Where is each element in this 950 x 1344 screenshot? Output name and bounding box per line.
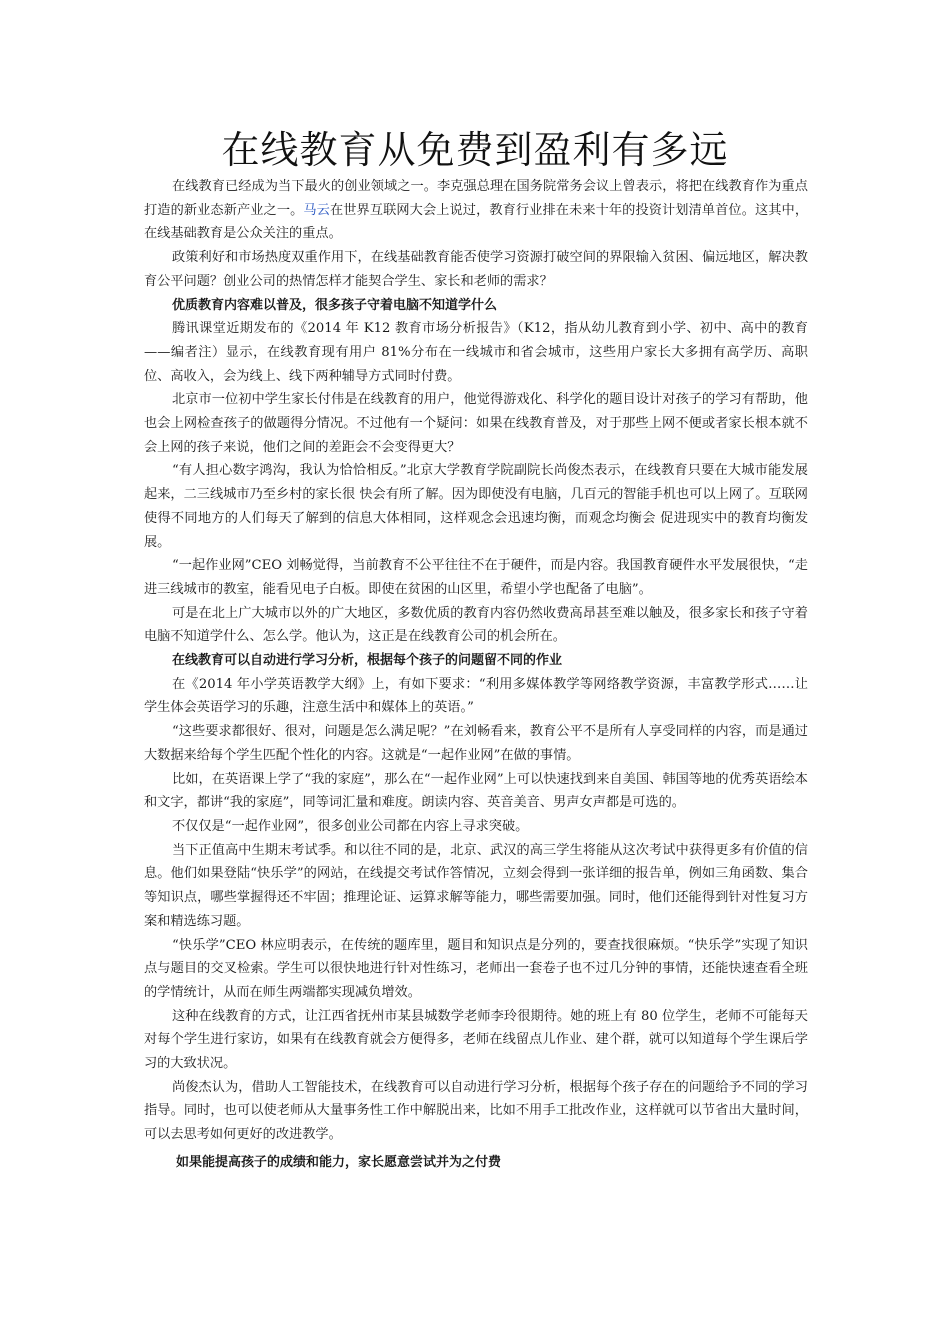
- paragraph: 尚俊杰认为，借助人工智能技术，在线教育可以自动进行学习分析，根据每个孩子存在的问题给予不同的学习指导。同时，也可以使老师从大量事务性工作中解脱出来，比如不用手工批改作业，这样就可以节省出大量时间，可以去思考如何更好的改进教学。: [144, 1079, 808, 1143]
- paragraph: 北京市一位初中学生家长付伟是在线教育的用户，他觉得游戏化、科学化的题目设计对孩子的学习有帮助，他也会上网检查孩子的做题得分情况。不过他有一个疑问：如果在线教育普及，对于那些上网不便或者家长根本就不会上网的孩子来说，他们之间的差距会不会变得更大？: [144, 392, 808, 455]
- section-heading-3: 如果能提高孩子的成绩和能力，家长愿意尝试并为之付费: [176, 1154, 502, 1170]
- paragraph: “有人担心数字鸿沟，我认为恰恰相反。”北京大学教育学院副院长尚俊杰表示，在线教育只要在大城市能发展起来，二三线城市乃至乡村的家长很 快会有所了解。因为即使没有电脑，几百元的智能手机也可以上网了。互联网使得不同地方的人们每天了解到的信息大体相同，这样观念会迅速均衡，而观念均衡会 促进现实中的教育均衡发展。: [144, 463, 808, 550]
- paragraph-intro: [144, 175, 808, 246]
- paragraph: 可是在北上广大城市以外的广大地区，多数优质的教育内容仍然收费高昂甚至难以触及，很多家长和孩子守着电脑不知道学什么、怎么学。他认为，这正是在线教育公司的机会所在。: [144, 605, 808, 645]
- page-title: 在线教育从免费到盈利有多远: [221, 128, 729, 172]
- paragraph: 在《2014 年小学英语教学大纲》上，有如下要求：“利用多媒体教学等网络教学资源，丰富教学形式……让学生体会英语学习的乐趣，注意生活中和媒体上的英语。”: [144, 676, 808, 716]
- paragraph: 政策利好和市场热度双重作用下，在线基础教育能否使学习资源打破空间的界限输入贫困、偏远地区，解决教育公平问题？创业公司的热情怎样才能契合学生、家长和老师的需求？: [144, 250, 808, 289]
- paragraph: “这些要求都很好、很对，问题是怎么满足呢？”在刘畅看来，教育公平不是所有人享受同样的内容，而是通过大数据来给每个学生匹配个性化的内容。这就是“一起作业网”在做的事情。: [144, 724, 808, 763]
- paragraph: 比如，在英语课上学了“我的家庭”，那么在“一起作业网”上可以快速找到来自美国、韩国等地的优秀英语绘本和文字，都讲“我的家庭”，同等词汇量和难度。朗读内容、英音美音、男声女声都是可选的。: [144, 771, 808, 811]
- paragraph: 这种在线教育的方式，让江西省抚州市某县城数学老师李玲很期待。她的班上有 80 位学生，老师不可能每天对每个学生进行家访，如果有在线教育就会方便得多，老师在线留点儿作业、建个群，就可以知道每个学生课后学习的大致状况。: [144, 1008, 808, 1072]
- article-body: [144, 175, 808, 1175]
- paragraph: “一起作业网”CEO 刘畅觉得，当前教育不公平往往不在于硬件，而是内容。我国教育硬件水平发展很快，“走进三线城市的教室，能看见电子白板。即使在贫困的山区里，希望小学也配备了电脑”。: [144, 558, 808, 597]
- section-heading-1: 优质教育内容难以普及，很多孩子守着电脑不知道学什么: [172, 297, 498, 313]
- paragraph-intro-part-a: 在线教育已经成为当下最火的创业领域之一。李克强总理在国务院常务会议上曾表示，将把在线教育作为重点打造的新业态新产业之一。: [144, 179, 808, 218]
- paragraph: 腾讯课堂近期发布的《2014 年 K12 教育市场分析报告》（K12，指从幼儿教育到小学、初中、高中的教育——编者注）显示，在线教育现有用户 81%分布在一线城市和省会城市，这些用户家长大多拥有高学历、高职位、高收入，会为线上、线下两种辅导方式同时付费。: [144, 321, 808, 384]
- paragraph-intro-part-b: 在世界互联网大会上说过，教育行业排在未来十年的投资计划清单首位。这其中，在线基础教育是公众关注的重点。: [144, 202, 809, 242]
- paragraph: 不仅仅是“一起作业网”，很多创业公司都在内容上寻求突破。: [172, 818, 529, 834]
- paragraph: 当下正值高中生期末考试季。和以往不同的是，北京、武汉的高三学生将能从这次考试中获得更多有价值的信息。他们如果登陆“快乐学”的网站，在线提交考试作答情况，立刻会得到一张详细的报告单，例如三角函数、集合等知识点，哪些掌握得还不牢固；推理论证、运算求解等能力，哪些需要加强。同时，他们还能得到针对性复习方案和精选练习题。: [144, 842, 808, 929]
- paragraph: “快乐学”CEO 林应明表示，在传统的题库里，题目和知识点是分列的，要查找很麻烦。“快乐学”实现了知识点与题目的交叉检索。学生可以很快地进行针对性练习，老师出一套卷子也不过几分钟的事情，还能快速查看全班的学情统计，从而在师生两端都实现减负增效。: [144, 937, 808, 1000]
- mayun-link[interactable]: 马云: [303, 202, 330, 218]
- section-heading-2: 在线教育可以自动进行学习分析，根据每个孩子的问题留不同的作业: [172, 653, 563, 669]
